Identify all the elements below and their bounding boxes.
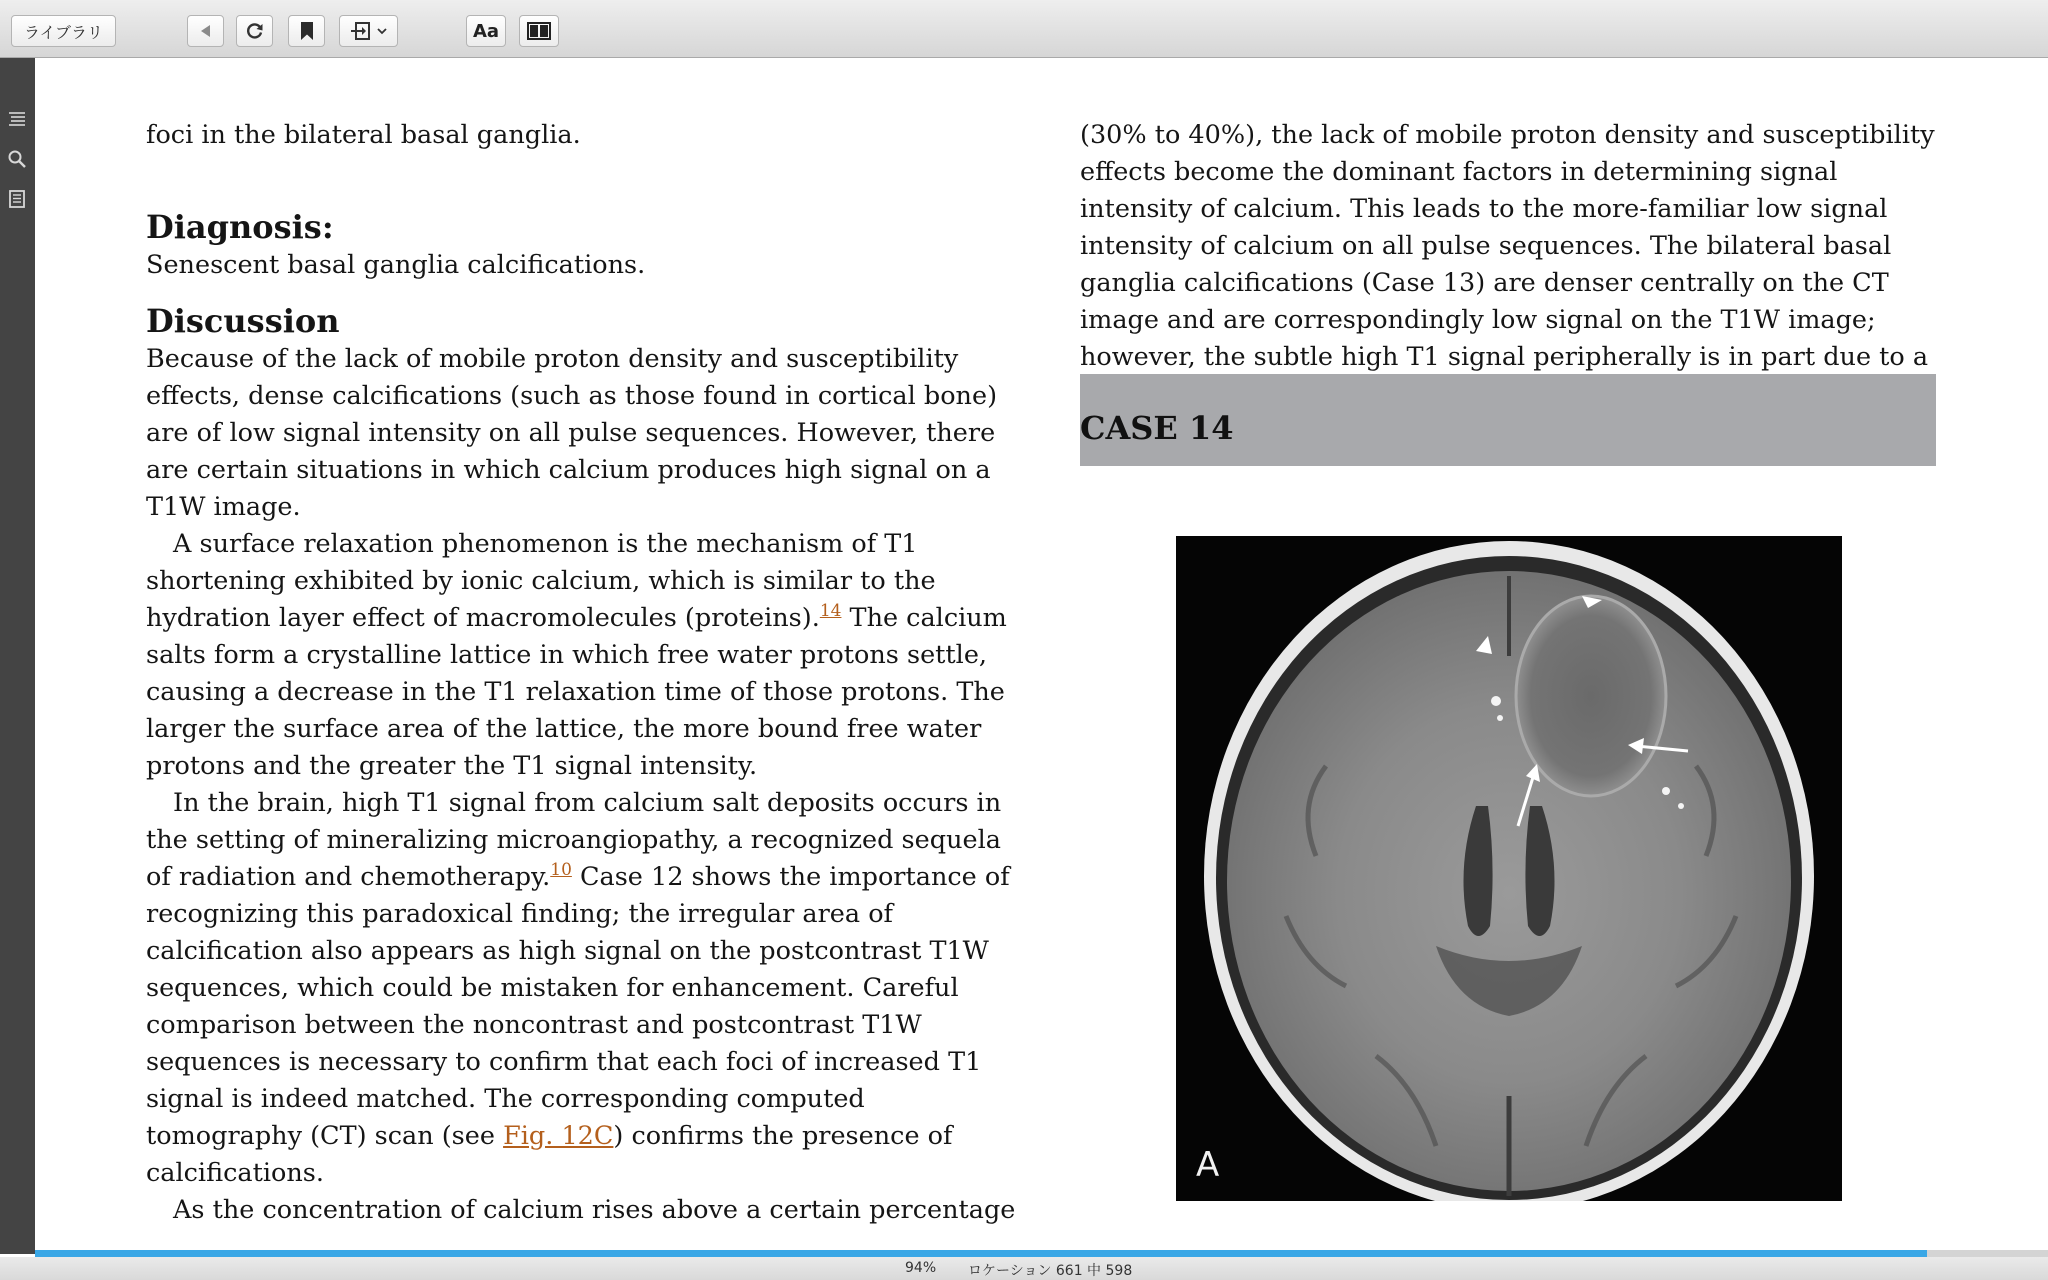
case-heading-banner bbox=[1080, 374, 1936, 466]
para3-text-a: In the brain, high T1 signal from calcium salt deposits occurs in the setting of mineralizing microangiopathy, a recognized sequela of radiation and chemotherapy. bbox=[146, 788, 1002, 892]
reading-progress-fill bbox=[35, 1250, 1927, 1257]
toolbar bbox=[0, 0, 2048, 58]
chevron-down-icon bbox=[376, 26, 388, 36]
discussion-heading: Discussion bbox=[146, 302, 340, 340]
goto-button[interactable] bbox=[339, 15, 398, 47]
diagnosis-text: Senescent basal ganglia calcifications. bbox=[146, 250, 646, 280]
diagnosis-heading: Diagnosis: bbox=[146, 208, 334, 246]
back-button[interactable] bbox=[187, 15, 224, 47]
layout-icon bbox=[527, 22, 551, 40]
right-paragraph-1 bbox=[1080, 117, 1940, 413]
bookmark-button[interactable] bbox=[288, 15, 325, 47]
bookmark-icon bbox=[299, 21, 315, 41]
discussion-paragraph-2 bbox=[146, 526, 1016, 785]
refresh-button[interactable] bbox=[236, 15, 273, 47]
font-settings-button[interactable]: Aa bbox=[466, 15, 506, 47]
mri-figure[interactable] bbox=[1176, 536, 1842, 1201]
para3-text-c: ) confirms the presence of calcifications. bbox=[146, 1121, 953, 1188]
right-text-column bbox=[1080, 117, 1940, 413]
discussion-paragraph-3 bbox=[146, 785, 1016, 1192]
para2-text-b: The calcium salts form a crystalline lattice in which free water protons settle, causing a decrease in the T1 relaxation time of those protons. The larger the surface area of the lattice, the more bound free water protons and the greater the T1 signal intensity. bbox=[146, 603, 1007, 781]
progress-percent: 94% bbox=[905, 1260, 937, 1276]
para3-text-b: Case 12 shows the importance of recognizing this paradoxical finding; the irregular area of calcification also appears as high signal on the postcontrast T1W sequences, which could be mistaken for enhancement. Careful comparison between the noncontrast and postcontrast T1W sequences is necessary to confirm that each foci of increased T1 signal is indeed matched. The corresponding computed tomography (CT) scan (see bbox=[146, 862, 1010, 1151]
refresh-icon bbox=[245, 21, 265, 41]
goto-icon bbox=[350, 21, 372, 41]
figure-12c-link[interactable]: Fig. 12C bbox=[503, 1121, 614, 1151]
discussion-paragraph-4: As the concentration of calcium rises above a certain percentage bbox=[173, 1195, 1016, 1225]
mri-image bbox=[1176, 536, 1842, 1201]
toc-icon[interactable] bbox=[7, 109, 27, 129]
library-button[interactable]: ライブラリ bbox=[11, 15, 116, 47]
continued-text: foci in the bilateral basal ganglia. bbox=[146, 120, 581, 150]
left-text-column bbox=[146, 117, 1016, 1229]
status-bar bbox=[0, 1257, 2048, 1280]
notes-icon[interactable] bbox=[7, 189, 27, 209]
reference-link-10[interactable]: 10 bbox=[550, 860, 572, 880]
reference-link-14[interactable]: 14 bbox=[819, 601, 842, 621]
case-heading: CASE 14 bbox=[1080, 409, 1234, 447]
figure-panel-label: A bbox=[1196, 1145, 1220, 1185]
discussion-paragraph-1: Because of the lack of mobile proton density and susceptibility effects, dense calcifications (such as those found in cortical bone) are of low signal intensity on all pulse sequences. However, there are certain situations in which calcium produces high signal on a T1W image. bbox=[146, 344, 998, 522]
para2-text-a: A surface relaxation phenomenon is the mechanism of T1 shortening exhibited by ionic calcium, which is similar to the hydration layer effect of macromolecules (proteins). bbox=[146, 529, 936, 633]
book-page bbox=[35, 58, 2048, 1254]
back-icon bbox=[198, 23, 214, 39]
lesion-mass bbox=[1516, 596, 1666, 796]
search-icon[interactable] bbox=[7, 149, 27, 169]
location-indicator: ロケーション 661 中 598 bbox=[968, 1263, 1133, 1279]
column-layout-button[interactable] bbox=[519, 15, 559, 47]
reading-progress-bar[interactable] bbox=[35, 1250, 2048, 1257]
right-para1-text: (30% to 40%), the lack of mobile proton density and susceptibility effects become the dominant factors in determining signal intensity of calcium. This leads to the more-familiar low signal intensity of calcium on all pulse sequences. The bilateral basal ganglia calcifications (Case 13) are denser centrally on the CT image and are correspondingly low signal on the T1W image; however, the subtle high T1 signal peripherally is in part due to a bbox=[1080, 120, 1935, 372]
sidebar-strip bbox=[0, 58, 35, 1254]
